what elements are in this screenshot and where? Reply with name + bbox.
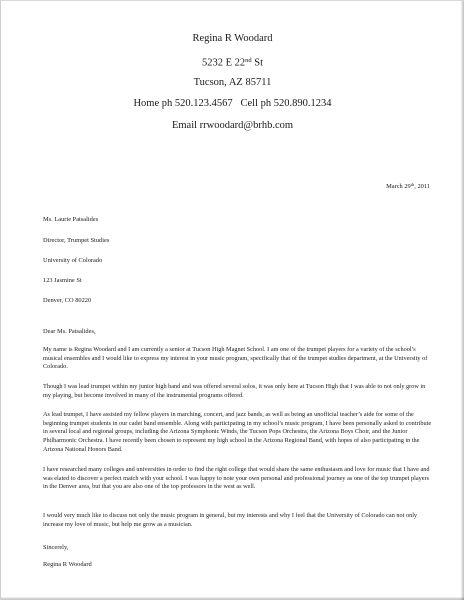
body-paragraph-1: My name is Regina Woodard and I am currently a senior at Tucson High Magnet School. I am one of the trumpet players for a variety of the school’s musical ensembles and I would like to express my interest in your music program, specifically that of the trumpet studies department, at the University of Colorado. (43, 346, 428, 371)
recipient-name: Ms. Laurie Patsalides (43, 216, 99, 223)
body-paragraph-5: I would very much like to discuss not only the music program in general, but my interests and why I feel that the University of Colorado can not only increase my love of music, but help me grow as a musician. (43, 512, 418, 528)
salutation: Dear Ms. Patsalides, (43, 328, 96, 335)
sender-street-ordinal: nd (245, 57, 252, 64)
sender-phones: Home ph 520.123.4567 Cell ph 520.890.1234 (133, 98, 332, 109)
recipient-city: Denver, CO 80220 (43, 297, 92, 304)
body-paragraph-2: Though I was lead trumpet within my junior high band and was offered several solos, it was only here at Tucson High that I was able to not only grow in my playing, but become involved in many of the instrumental programs offered. (43, 383, 426, 399)
recipient-institution: University of Colorado (43, 257, 103, 264)
recipient-street: 123 Jasmine St (43, 277, 82, 284)
sender-street-name: St (251, 57, 264, 69)
letter-date (386, 182, 430, 190)
sender-city: Tucson, AZ 85711 (193, 77, 272, 88)
date-ordinal: th (410, 182, 415, 187)
body-paragraph-4: I have researched many colleges and universities in order to find the right college that would share the same enthusiasm and love for music that I have and was elated to discover a perfect match with your school. I was happy to note your own personal and professional journey as one of the top trumpet players in the Denver area, but that you are also one of the top professors in the west as well. (43, 466, 430, 491)
date-year: , 2011 (414, 183, 430, 190)
sender-street-number: 5232 E 22 (201, 57, 246, 69)
date-month-day: March 29 (386, 183, 411, 190)
sender-name: Regina R Woodard (192, 33, 273, 44)
sender-email: Email rrwoodard@brhb.com (171, 120, 294, 131)
recipient-title: Director, Trumpet Studies (43, 237, 110, 244)
signature-name: Regina R Woodard (43, 561, 92, 568)
sender-street (1, 58, 464, 69)
closing: Sincerely, (43, 544, 69, 551)
body-paragraph-3: As lead trumpet, I have assisted my fellow players in marching, concert, and jazz bands, as well as being an unofficial teacher’s aide for some of the beginning trumpet students in our cadet band ensemble. Along with participating in my school’s music program, I have been personally asked to contribute in several local and regional groups, including the Arizona Symphonic Winds, the Tucson Pops Orchestra, the Arizona Boys Choir, and the Junior Philharmonic Orchestra. I have recently been chosen to represent my high school in the Arizona Regional Band, with hopes of also participating in the Arizona National Honors Band. (43, 411, 432, 453)
